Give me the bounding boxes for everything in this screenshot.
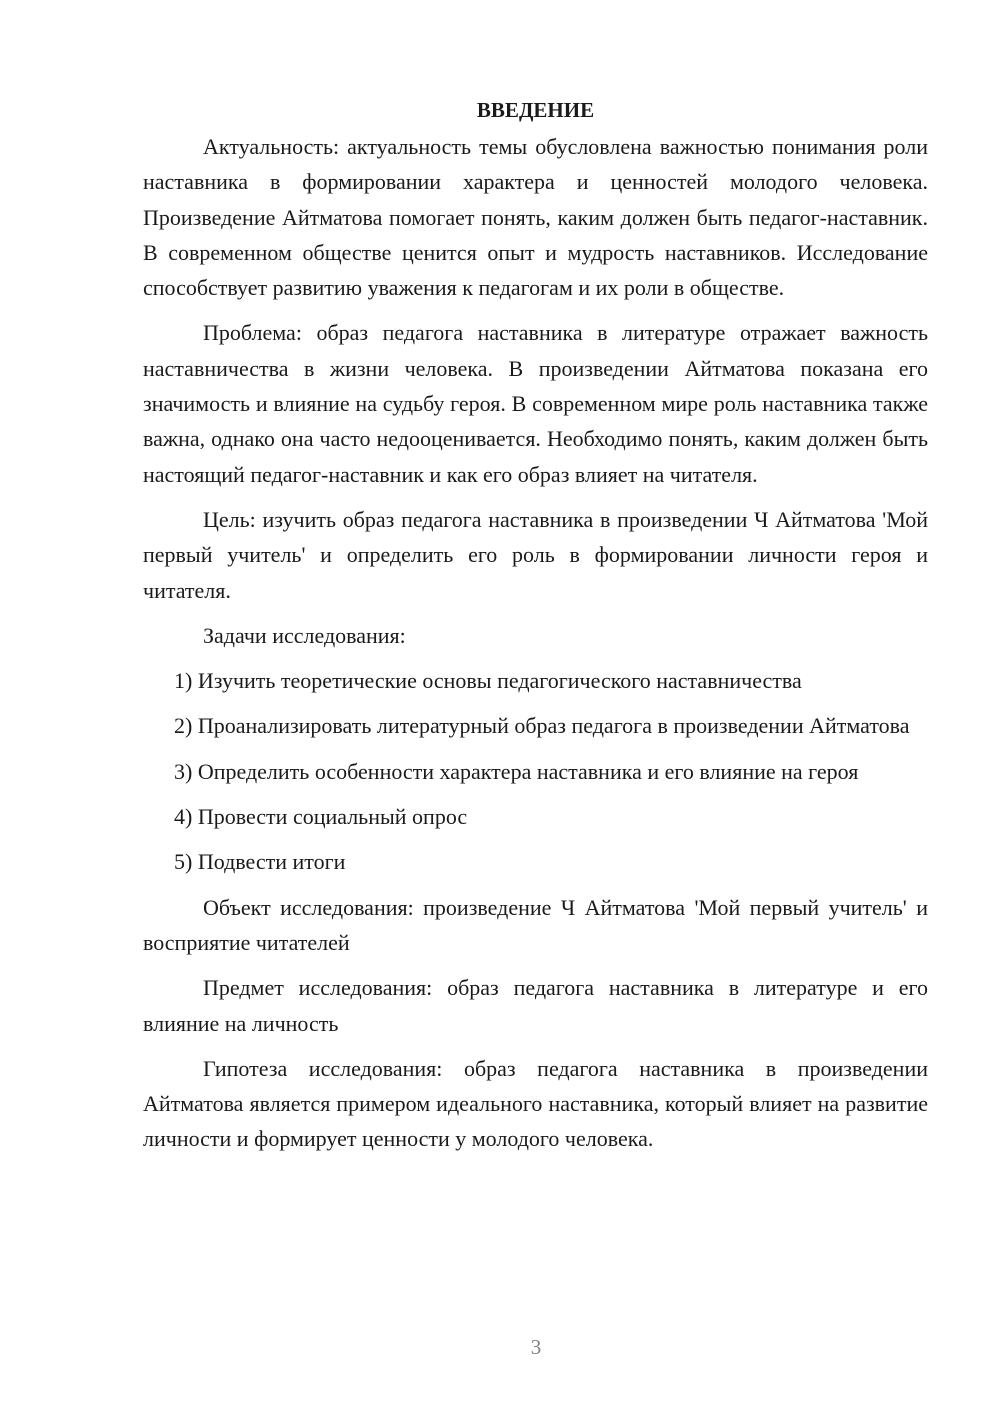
task-item-5: 5) Подвести итоги xyxy=(174,849,346,875)
task-item-1: 1) Изучить теоретические основы педагогического наставничества xyxy=(174,668,802,694)
page-content xyxy=(143,95,928,1157)
paragraph-goal: Цель: изучить образ педагога наставника в произведении Ч Айтматова 'Мой первый учитель' и определить его роль в формировании личности героя и читателя. xyxy=(143,506,928,603)
paragraph-subject: Предмет исследования: образ педагога наставника в литературе и его влияние на личность xyxy=(143,975,928,1036)
paragraph-hypothesis: Гипотеза исследования: образ педагога наставника в произведении Айтматова является примером идеального наставника, который влияет на развитие личности и формирует ценности у молодого человека. xyxy=(143,1055,928,1152)
section-heading: ВВЕДЕНИЕ xyxy=(476,98,595,122)
paragraph-problem: Проблема: образ педагога наставника в литературе отражает важность наставничества в жизни человека. В произведении Айтматова показана его значимость и влияние на судьбу героя. В современном мире роль наставника также важна, однако она часто недооценивается. Необходимо понять, каким должен быть настоящий педагог-наставник и как его образ влияет на читателя. xyxy=(143,320,928,487)
task-item-4: 4) Провести социальный опрос xyxy=(174,804,468,830)
task-item-3: 3) Определить особенности характера наставника и его влияние на героя xyxy=(174,758,859,784)
task-item-2: 2) Проанализировать литературный образ педагога в произведении Айтматова xyxy=(174,713,910,739)
tasks-title: Задачи исследования: xyxy=(203,622,406,648)
page-number: 3 xyxy=(530,1335,542,1359)
paragraph-object: Объект исследования: произведение Ч Айтматова 'Мой первый учитель' и восприятие читателей xyxy=(143,894,928,955)
paragraph-relevance: Актуальность: актуальность темы обусловлена важностью понимания роли наставника в формировании характера и ценностей молодого человека. Произведение Айтматова помогает понять, каким должен быть педагог-наставник. В современном обществе ценится опыт и мудрость наставников. Исследование способствует развитию уважения к педагогам и их роли в обществе. xyxy=(143,134,928,301)
